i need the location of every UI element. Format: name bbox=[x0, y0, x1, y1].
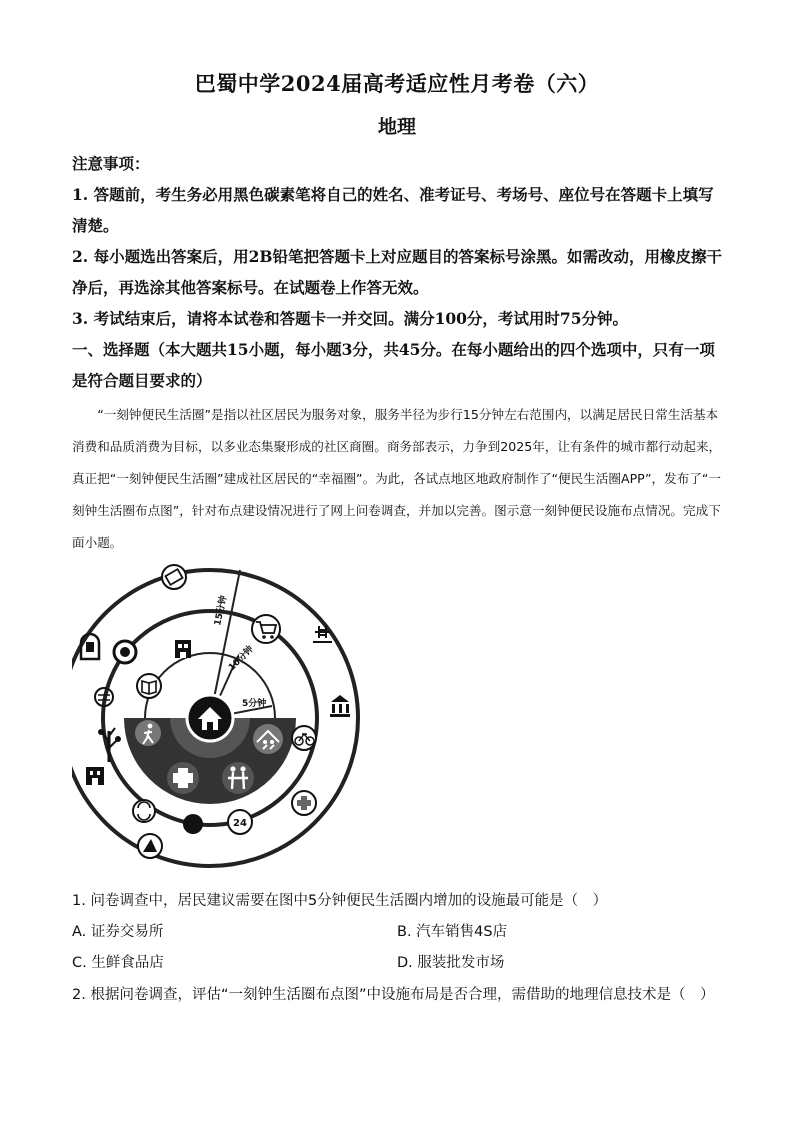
note-item-2: 2. 每小题选出答案后，用2B铅笔把答题卡上对应题目的答案标号涂黑。如需改动，用橡皮擦干净后，再选涂其他答案标号。在试题卷上作答无效。 bbox=[72, 247, 722, 297]
book-icon bbox=[137, 674, 161, 698]
food-plate-icon bbox=[114, 641, 136, 663]
family-home-icon bbox=[253, 724, 283, 754]
note-item-1: 1. 答题前，考生务必用黑色碳素笔将自己的姓名、准考证号、考场号、座位号在答题卡上填写清楚。 bbox=[72, 185, 714, 235]
metro-train-icon bbox=[81, 634, 99, 659]
market-building-icon bbox=[175, 640, 191, 658]
question-1-option-b[interactable]: B. 汽车销售4S店 bbox=[397, 924, 508, 940]
bicycle-icon bbox=[292, 726, 316, 750]
storefront-icon bbox=[86, 767, 104, 785]
bank-icon bbox=[330, 695, 350, 717]
note-item-3: 3. 考试结束后，请将本试卷和答题卡一并交回。满分100分，考试用时75分钟。 bbox=[72, 309, 629, 328]
exam-title: 巴蜀中学2024届高考适应性月考卷（六） bbox=[194, 71, 600, 96]
24-hour-label: 24 bbox=[233, 818, 247, 829]
medical-cross-icon bbox=[167, 762, 199, 794]
notes-block bbox=[72, 148, 722, 396]
exam-subject: 地理 bbox=[377, 116, 416, 138]
recycle-icon bbox=[133, 800, 155, 822]
ticket-icon bbox=[162, 565, 186, 589]
question-1-option-c[interactable]: C. 生鲜食品店 bbox=[72, 955, 164, 971]
question-1-stem: 1. 问卷调查中，居民建议需要在图中5分钟便民生活圈内增加的设施最可能是（ ） bbox=[72, 893, 608, 909]
dark-dot-icon bbox=[183, 814, 203, 834]
question-2-stem: 2. 根据问卷调查，评估“一刻钟生活圈布点图”中设施布局是否合理，需借助的地理信息技术是（ ） bbox=[72, 987, 715, 1003]
tree-icon bbox=[98, 728, 121, 762]
label-5min: 5分钟 bbox=[242, 699, 267, 709]
life-circle-svg bbox=[72, 556, 368, 871]
elderly-care-icon bbox=[222, 762, 254, 794]
24-hour-store-icon bbox=[228, 810, 252, 834]
first-aid-icon bbox=[292, 791, 316, 815]
shopping-cart-icon bbox=[252, 615, 280, 643]
life-circle-diagram bbox=[72, 556, 368, 871]
high-heel-icon bbox=[138, 834, 162, 858]
intro-paragraph: “一刻钟便民生活圈”是指以社区居民为服务对象，服务半径为步行15分钟左右范围内，以满足居民日常生活基本消费和品质消费为目标，以多业态集聚形成的社区商圈。商务部表示，力争到2025年，让有条件的城市都行动起来，真正把“一刻钟便民生活圈”建成社区居民的“幸福圈”。为此，各试点地区地政府制作了“便民生活圈APP”，发布了“一刻钟生活圈布点图”，针对布点建设情况进行了网上问卷调查，并加以完善。图示意一刻钟便民设施布点情况。完成下面小题。 bbox=[72, 407, 722, 550]
question-1-option-d[interactable]: D. 服装批发市场 bbox=[397, 955, 505, 971]
section-heading: 一、选择题（本大题共15小题，每小题3分，共45分。在每小题给出的四个选项中，只有一项是符合题目要求的） bbox=[72, 340, 715, 390]
label-10min: 10分钟 bbox=[227, 644, 256, 674]
notes-heading: 注意事项： bbox=[72, 154, 150, 173]
walking-person-icon bbox=[135, 720, 161, 746]
question-1-option-a[interactable]: A. 证券交易所 bbox=[72, 924, 164, 940]
label-15min: 15分钟 bbox=[213, 594, 230, 627]
